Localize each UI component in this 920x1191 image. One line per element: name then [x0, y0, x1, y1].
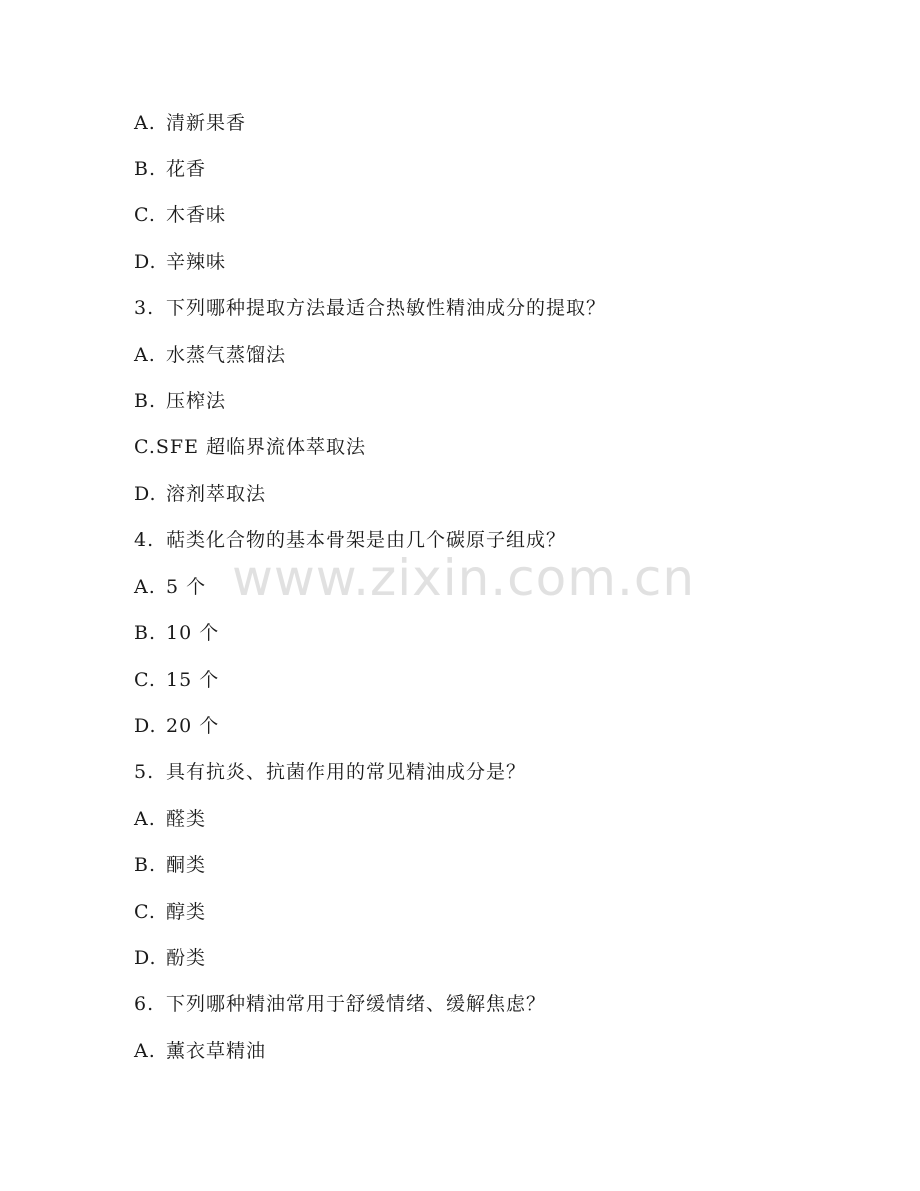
- option-label: D.: [134, 251, 157, 273]
- option-line: [134, 343, 286, 367]
- option-line: [134, 575, 206, 599]
- question-line: [134, 296, 606, 320]
- option-line: [134, 900, 206, 924]
- option-text: 水蒸气蒸馏法: [166, 344, 287, 366]
- option-line: [134, 111, 246, 135]
- option-text: 10 个: [166, 622, 220, 644]
- question-number: 6.: [134, 993, 155, 1015]
- question-number: 4.: [134, 529, 155, 551]
- option-line: [134, 714, 219, 738]
- option-label: B.: [134, 854, 157, 876]
- option-label: C.: [134, 204, 156, 226]
- question-text: 下列哪种提取方法最适合热敏性精油成分的提取？: [166, 297, 607, 319]
- question-number: 5.: [134, 761, 155, 783]
- question-text: 下列哪种精油常用于舒缓情绪、缓解焦虑？: [166, 993, 547, 1015]
- question-text: 萜类化合物的基本骨架是由几个碳原子组成？: [166, 529, 567, 551]
- option-label: A.: [134, 576, 156, 598]
- option-line: [134, 482, 266, 506]
- option-label: C.: [134, 669, 156, 691]
- option-text: SFE 超临界流体萃取法: [155, 436, 367, 458]
- option-label: A.: [134, 808, 156, 830]
- option-label: D.: [134, 483, 157, 505]
- option-line: [134, 621, 219, 645]
- option-line: [134, 946, 206, 970]
- option-line: [134, 203, 226, 227]
- option-text: 花香: [166, 158, 207, 180]
- watermark-text: www.zixin.com.cn: [232, 549, 696, 607]
- option-label: A.: [134, 344, 156, 366]
- option-text: 薰衣草精油: [166, 1040, 267, 1062]
- option-label: D.: [134, 947, 157, 969]
- option-text: 醇类: [166, 901, 207, 923]
- option-line: [134, 1039, 266, 1063]
- question-line: [134, 528, 566, 552]
- option-label: A.: [134, 112, 156, 134]
- option-label: C.: [134, 901, 156, 923]
- question-line: [134, 760, 526, 784]
- option-label: A.: [134, 1040, 156, 1062]
- option-label: B.: [134, 390, 157, 412]
- option-text: 清新果香: [166, 112, 247, 134]
- question-line: [134, 992, 546, 1016]
- option-label: C.: [134, 436, 156, 458]
- option-line: [134, 157, 206, 181]
- option-text: 酚类: [166, 947, 207, 969]
- option-text: 压榨法: [166, 390, 227, 412]
- option-text: 溶剂萃取法: [166, 483, 267, 505]
- question-number: 3.: [134, 297, 155, 319]
- option-text: 20 个: [166, 715, 220, 737]
- option-label: D.: [134, 715, 157, 737]
- option-line: [134, 435, 366, 459]
- question-text: 具有抗炎、抗菌作用的常见精油成分是？: [166, 761, 527, 783]
- option-text: 辛辣味: [166, 251, 227, 273]
- option-text: 醛类: [166, 808, 207, 830]
- option-line: [134, 389, 226, 413]
- option-line: [134, 668, 219, 692]
- option-line: [134, 807, 206, 831]
- option-line: [134, 853, 206, 877]
- option-text: 5 个: [166, 576, 207, 598]
- option-label: B.: [134, 622, 157, 644]
- option-text: 15 个: [166, 669, 220, 691]
- option-line: [134, 250, 226, 274]
- option-label: B.: [134, 158, 157, 180]
- option-text: 木香味: [166, 204, 227, 226]
- option-text: 酮类: [166, 854, 207, 876]
